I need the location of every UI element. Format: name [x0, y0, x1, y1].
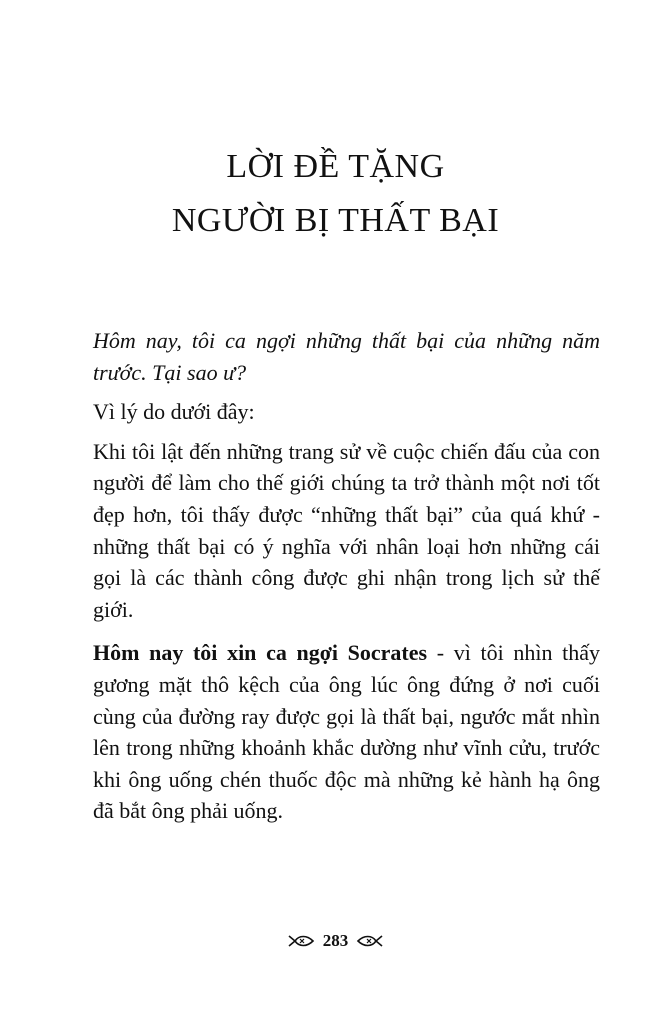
chapter-title-line-2: NGƯỜI BỊ THẤT BẠI [171, 202, 500, 239]
paragraph-reason: Vì lý do dưới đây: [93, 399, 255, 425]
paragraph-history: Khi tôi lật đến những trang sử về cuộc chiến đấu của con người để làm cho thế giới chúng ta trở thành một nơi tốt đẹp hơn, tôi thấy được “những thất bại” của quá khứ - những thất bại có ý nghĩa với nhân loại hơn những cái gọi là các thành công được ghi nhận trong lịch sử thế giới. [93, 438, 600, 622]
socrates-text: - vì tôi nhìn thấy gương mặt thô kệch của ông lúc ông đứng ở nơi cuối cùng của đường ray được gọi là thất bại, ngước mắt nhìn lên trong những khoảnh khắc dường như vĩnh cửu, trước khi ông uống chén thuốc độc mà những kẻ hành hạ ông đã bắt ông phải uống. [93, 640, 601, 824]
chapter-title [0, 140, 671, 248]
socrates-lead-in: Hôm nay tôi xin ca ngợi Socrates [93, 640, 428, 666]
page-number: 283 [322, 931, 349, 951]
body-text [93, 325, 600, 839]
chapter-title-line-1: LỜI ĐỀ TẶNG [226, 148, 445, 185]
fish-ornament-left-icon [287, 934, 315, 948]
page-footer [0, 928, 671, 953]
paragraph-socrates [93, 637, 600, 827]
fish-ornament-right-icon [356, 934, 384, 948]
paragraph-opening: Hôm nay, tôi ca ngợi những thất bại của những năm trước. Tại sao ư? [93, 328, 600, 385]
